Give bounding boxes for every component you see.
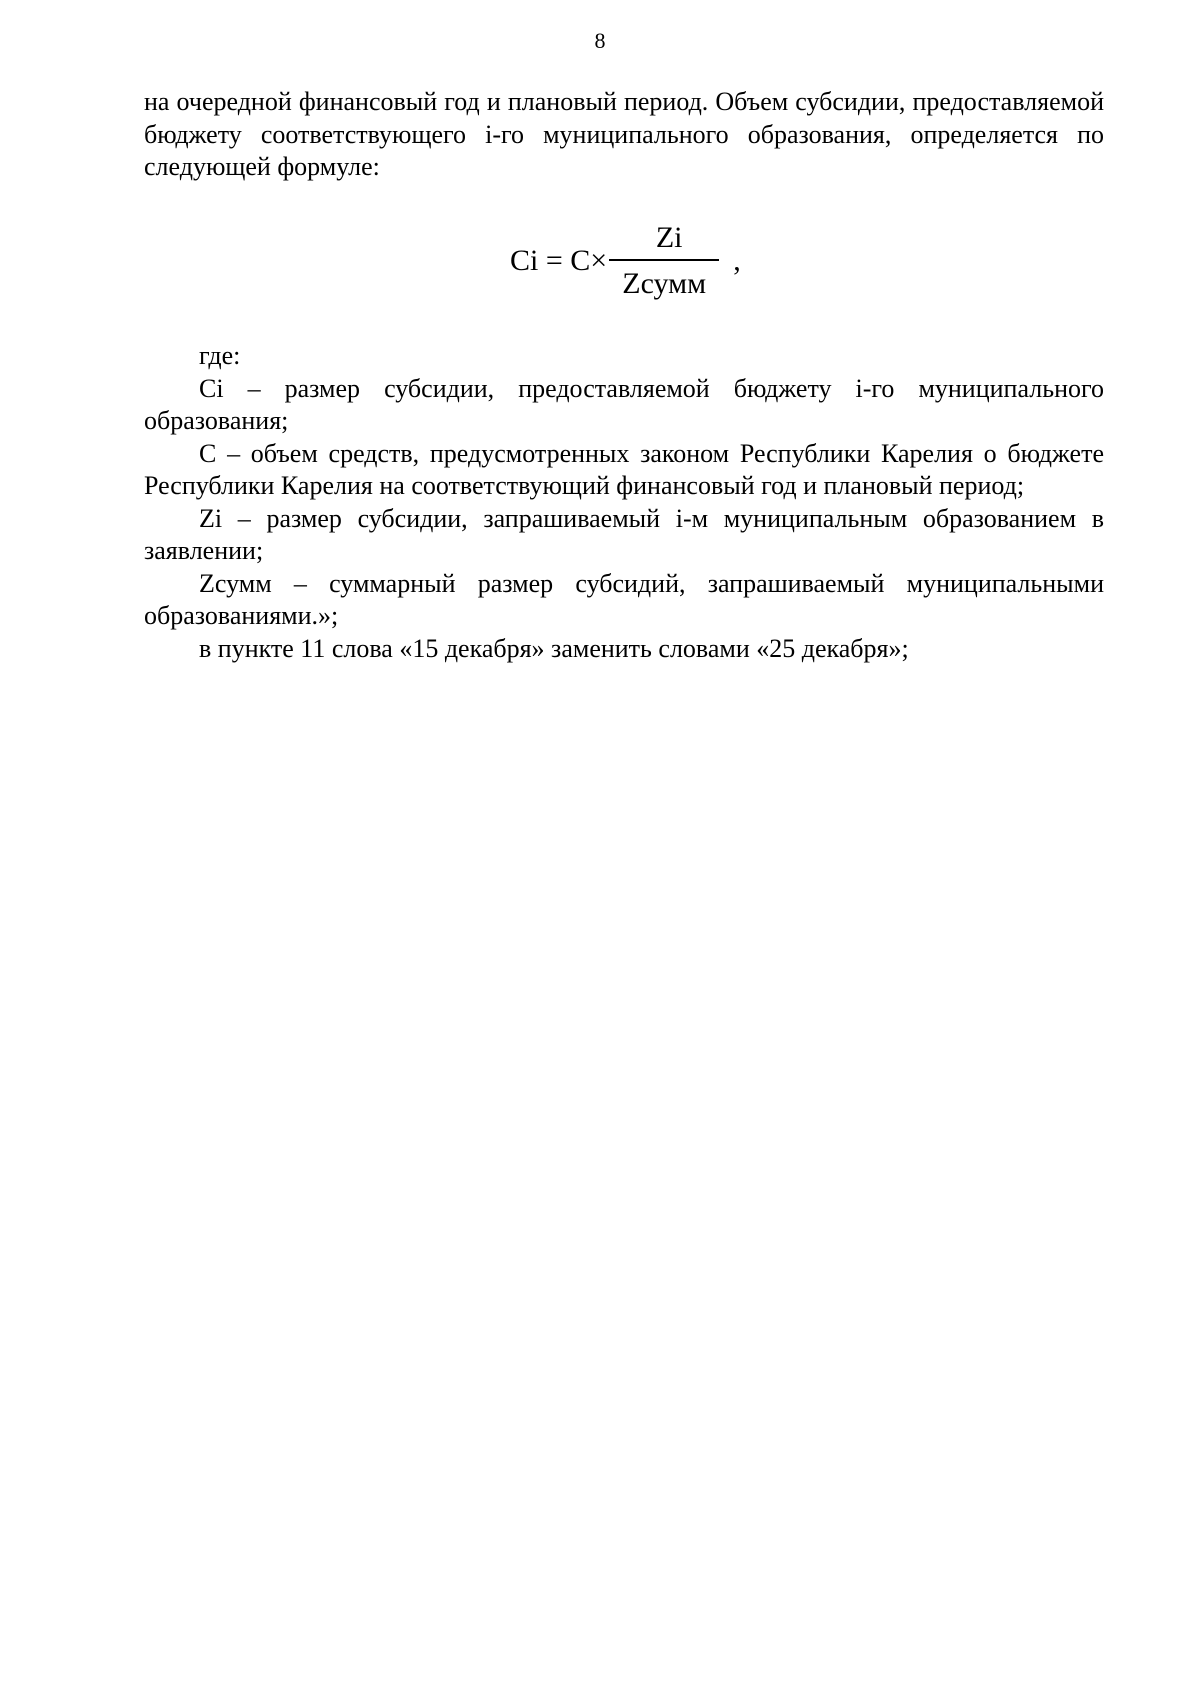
page-number: 8	[594, 28, 606, 53]
amendment-paragraph: в пункте 11 слова «15 декабря» заменить словами «25 декабря»;	[199, 633, 909, 663]
definition-zi: Zi – размер субсидии, запрашиваемый i-м муниципальным образованием в заявлении;	[144, 503, 1104, 565]
formula-denominator: Zсумм	[622, 267, 707, 300]
formula-trailing-comma: ,	[733, 244, 741, 277]
formula-numerator: Zi	[655, 221, 683, 254]
definition-ci: Ci – размер субсидии, предоставляемой бюджету i-го муниципального образования;	[144, 373, 1104, 435]
intro-paragraph: на очередной финансовый год и плановый период. Объем субсидии, предоставляемой бюджету соответствующего i-го муниципального образования, определяется по следующей формуле:	[144, 87, 1104, 181]
subsidy-formula	[510, 218, 741, 304]
definition-c: C – объем средств, предусмотренных законом Республики Карелия о бюджете Республики Карелия на соответствующий финансовый год и плановый период;	[144, 438, 1104, 500]
definition-zsumm: Zсумм – суммарный размер субсидий, запрашиваемый муниципальными образованиями.»;	[144, 568, 1104, 630]
formula-fraction	[609, 219, 719, 303]
intro-block	[144, 86, 1104, 184]
formula-lhs: Ci = C×	[510, 244, 608, 277]
definitions-block	[144, 340, 1104, 665]
where-label: где:	[199, 341, 241, 370]
